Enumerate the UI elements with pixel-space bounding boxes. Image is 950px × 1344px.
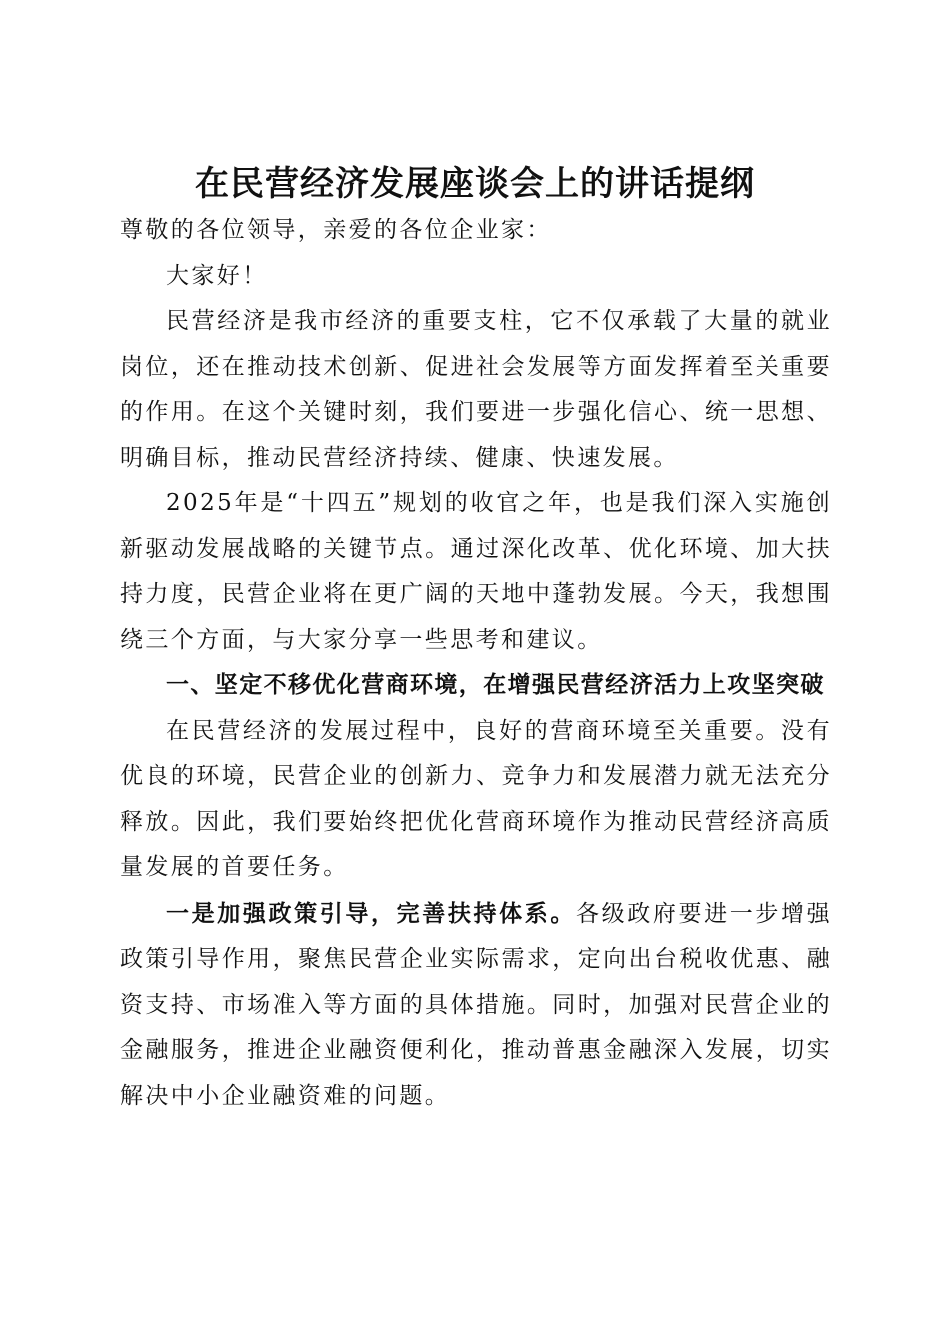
section-1-heading: 一、坚定不移优化营商环境，在增强民营经济活力上攻坚突破 bbox=[166, 672, 825, 698]
greeting: 大家好！ bbox=[166, 262, 268, 289]
point-1-paragraph bbox=[120, 891, 832, 1120]
intro-paragraph-2: 2025年是“十四五”规划的收官之年，也是我们深入实施创新驱动发展战略的关键节点。通过深化改革、优化环境、加大扶持力度，民营企业将在更广阔的天地中蓬勃发展。今天，我想围绕三个方面，与大家分享一些思考和建议。 bbox=[120, 490, 832, 653]
point-1-body: 各级政府要进一步增强政策引导作用，聚焦民营企业实际需求，定向出台税收优惠、融资支持、市场准入等方面的具体措施。同时，加强对民营企业的金融服务，推进企业融资便利化，推动普惠金融深入发展，切实解决中小企业融资难的问题。 bbox=[120, 900, 832, 1109]
intro-paragraph-1: 民营经济是我市经济的重要支柱，它不仅承载了大量的就业岗位，还在推动技术创新、促进社会发展等方面发挥着至关重要的作用。在这个关键时刻，我们要进一步强化信心、统一思想、明确目标，推动民营经济持续、健康、快速发展。 bbox=[120, 308, 832, 471]
salutation: 尊敬的各位领导，亲爱的各位企业家： bbox=[120, 217, 552, 243]
point-1-lead: 一是加强政策引导，完善扶持体系。 bbox=[166, 899, 576, 927]
document-title: 在民营经济发展座谈会上的讲话提纲 bbox=[195, 163, 755, 204]
document-body bbox=[120, 208, 832, 1119]
section-1-paragraph: 在民营经济的发展过程中，良好的营商环境至关重要。没有优良的环境，民营企业的创新力、竞争力和发展潜力就无法充分释放。因此，我们要始终把优化营商环境作为推动民营经济高质量发展的首要任务。 bbox=[120, 717, 832, 880]
